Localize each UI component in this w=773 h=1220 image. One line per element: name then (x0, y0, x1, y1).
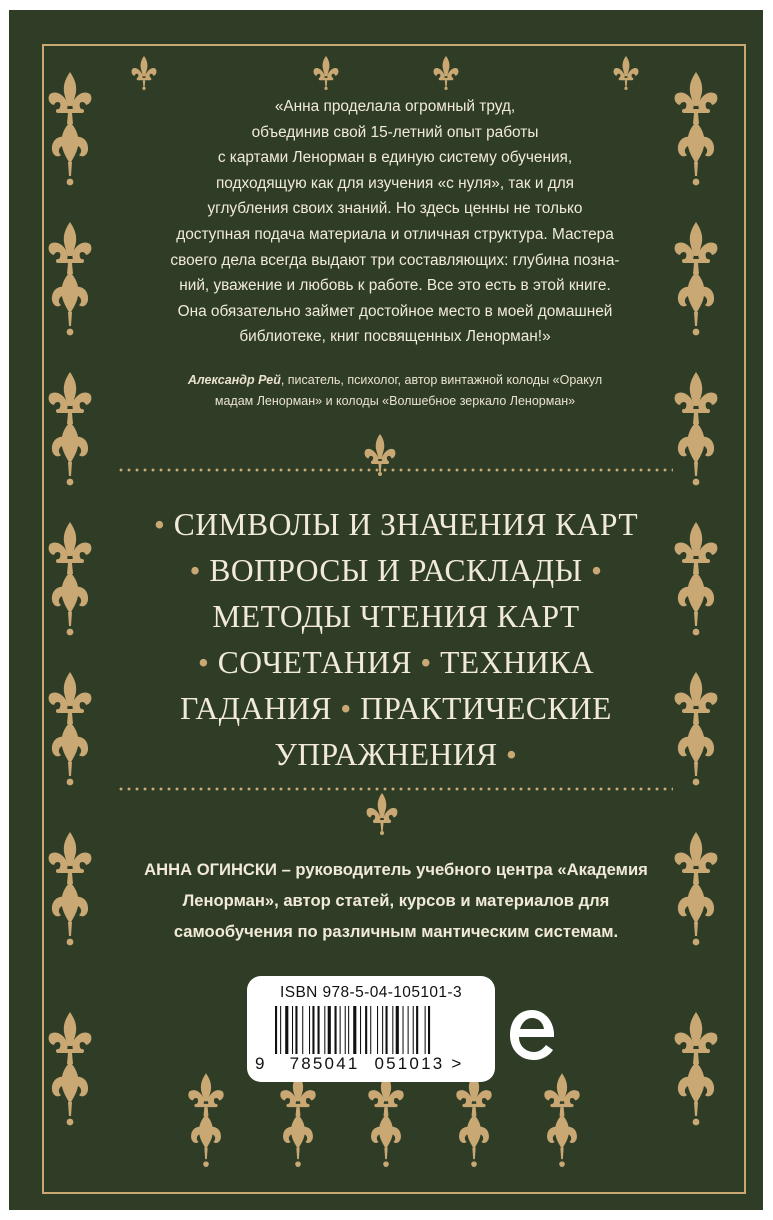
fleur-de-lis-icon (47, 372, 93, 490)
quote-line: Она обязательно займет достойное место в моей домашней (177, 302, 613, 320)
fleur-de-lis-icon (47, 1012, 93, 1130)
bullet-icon: • (340, 691, 352, 726)
bullet-icon: • (591, 553, 603, 588)
fleur-de-lis-icon (47, 832, 93, 950)
feature-item: ГАДАНИЯ (180, 691, 332, 726)
review-quote (129, 94, 661, 350)
isbn-number: ISBN 978-5-04-105101-3 (280, 984, 462, 1001)
fleur-de-lis-icon (47, 522, 93, 640)
feature-item: УПРАЖНЕНИЯ (274, 737, 498, 772)
quote-attribution (117, 370, 673, 412)
quote-line: «Анна проделала огромный труд, (274, 98, 516, 115)
reviewer-credentials-line2: мадам Ленорман» и колоды «Волшебное зеркало Ленорман» (214, 394, 576, 408)
quote-line: объединив свой 15-летний опыт работы (251, 123, 539, 141)
feature-item: СОЧЕТАНИЯ (217, 645, 412, 680)
publisher-logo-icon (506, 1004, 558, 1066)
author-bio-line: Ленорман», автор статей, курсов и материалов для (182, 891, 610, 910)
fleur-de-lis-icon (673, 1012, 719, 1130)
feature-item: ТЕХНИКА (440, 645, 595, 680)
author-bio-line: АННА ОГИНСКИ – руководитель учебного центра «Академия (144, 860, 648, 879)
quote-line: с картами Ленорман в единую систему обучения, (217, 149, 573, 167)
reviewer-name: Александр Рей (187, 373, 281, 387)
fleur-de-lis-icon (455, 1072, 493, 1172)
barcode-group-2: 051013 (374, 1054, 445, 1073)
feature-item: ВОПРОСЫ И РАСКЛАДЫ (209, 553, 583, 588)
bullet-icon: • (153, 507, 166, 542)
quote-line: библиотеке, книг посвященных Ленорман!» (239, 328, 551, 346)
fleur-de-lis-icon (312, 56, 340, 90)
bullet-icon: • (420, 645, 432, 680)
bullet-icon: • (189, 553, 201, 588)
fleur-de-lis-icon (47, 222, 93, 340)
fleur-de-lis-icon (673, 372, 719, 490)
fleur-de-lis-icon (543, 1072, 581, 1172)
fleur-de-lis-icon (367, 1072, 405, 1172)
quote-line: углубления своих знаний. Но здесь ценны не только (207, 200, 583, 218)
features-list (109, 502, 683, 778)
reviewer-credentials: , писатель, психолог, автор винтажной колоды «Оракул (280, 373, 603, 387)
barcode-arrow: > (451, 1054, 464, 1073)
fleur-de-lis-icon (366, 793, 398, 835)
author-bio-line: самообучения по различным мантическим системам. (173, 922, 619, 941)
feature-item: МЕТОДЫ ЧТЕНИЯ КАРТ (212, 599, 580, 634)
quote-line: подходящую как для изучения «с нуля», так и для (215, 174, 575, 192)
barcode-icon (275, 1006, 475, 1054)
barcode-panel (247, 976, 495, 1082)
dotted-divider (117, 468, 673, 472)
feature-item: СИМВОЛЫ И ЗНАЧЕНИЯ КАРТ (173, 507, 639, 542)
quote-line: ний, уважение и любовь к работе. Все это есть в этой книге. (179, 277, 611, 295)
quote-line: доступная подача материала и отличная структура. Мастера (176, 225, 614, 243)
fleur-de-lis-icon (47, 72, 93, 190)
dotted-divider (117, 787, 673, 791)
fleur-de-lis-icon (279, 1072, 317, 1172)
book-back-cover (9, 10, 763, 1210)
fleur-de-lis-icon (673, 72, 719, 190)
fleur-de-lis-icon (432, 56, 460, 90)
fleur-de-lis-icon (612, 56, 640, 90)
bullet-icon: • (197, 645, 210, 680)
fleur-de-lis-icon (187, 1072, 225, 1172)
barcode-digits (255, 1054, 489, 1074)
feature-item: ПРАКТИЧЕСКИЕ (360, 691, 612, 726)
barcode-group-1: 785041 (289, 1054, 360, 1073)
fleur-de-lis-icon (673, 222, 719, 340)
quote-line: своего дела всегда выдают три составляющих: глубина позна- (170, 251, 620, 269)
bullet-icon: • (505, 737, 518, 772)
fleur-de-lis-icon (47, 672, 93, 790)
barcode-lead-digit: 9 (255, 1054, 267, 1073)
fleur-de-lis-icon (130, 56, 158, 90)
author-bio (109, 854, 683, 947)
